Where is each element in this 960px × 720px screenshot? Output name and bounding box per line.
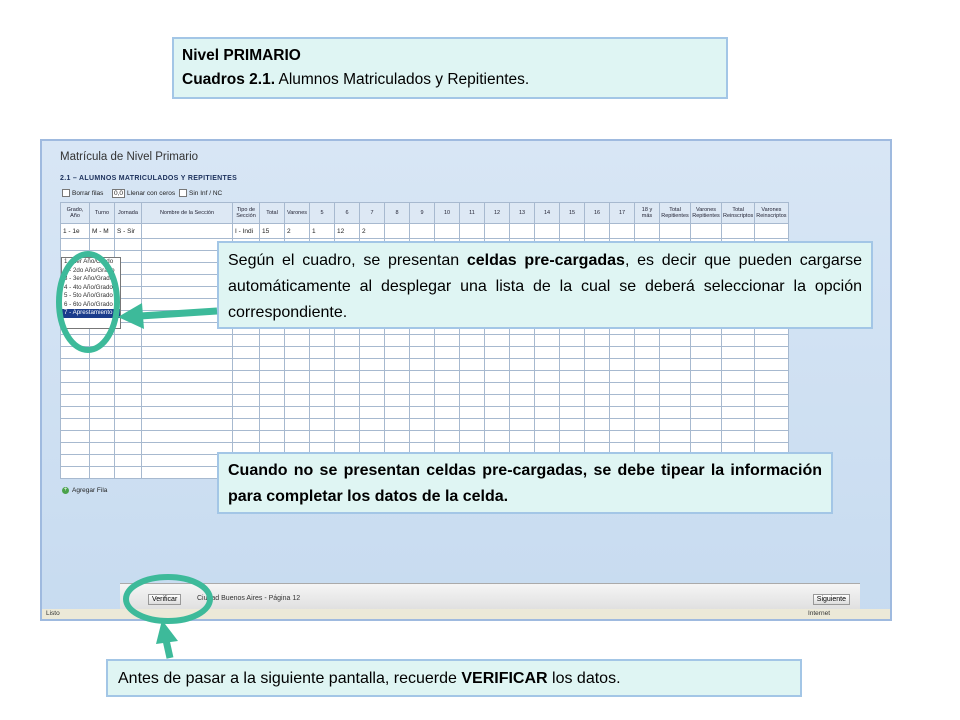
- table-cell[interactable]: I - Indi: [233, 224, 260, 239]
- next-button[interactable]: Siguiente: [813, 594, 850, 605]
- typing-note: Cuando no se presentan celdas pre-cargadas, se debe tipear la información para completar los datos de la celda.: [217, 452, 833, 514]
- plus-icon: +: [63, 487, 68, 493]
- status-text: Listo: [46, 610, 60, 617]
- table-cell[interactable]: S - Sir: [115, 224, 142, 239]
- column-header: 8: [385, 203, 410, 224]
- page-label: Ciudad Buenos Aires - Página 12: [197, 595, 301, 602]
- verify-highlight-circle: [126, 577, 210, 621]
- column-header: Varones: [285, 203, 310, 224]
- column-header: Tipo de Sección: [233, 203, 260, 224]
- column-header: 17: [610, 203, 635, 224]
- column-header: Nombre de la Sección: [142, 203, 233, 224]
- level-title: Nivel PRIMARIO: [182, 47, 301, 64]
- column-header: 6: [335, 203, 360, 224]
- add-row-button[interactable]: + Agregar Fila: [63, 487, 108, 494]
- column-header: 5: [310, 203, 335, 224]
- verify-arrow: [166, 640, 170, 658]
- dropdown-option[interactable]: 4 - 4to Año/Grado: [64, 283, 113, 291]
- dropdown-option[interactable]: 7 - Aprestamiento: [62, 309, 120, 318]
- column-header: 15: [560, 203, 585, 224]
- app-title: Matrícula de Nivel Primario: [60, 151, 199, 163]
- fill-zeros-button[interactable]: 0,0 Llenar con ceros: [114, 190, 176, 197]
- column-header: 10: [435, 203, 460, 224]
- column-header: Grado, Año: [61, 203, 90, 224]
- table-cell[interactable]: 12: [335, 224, 360, 239]
- column-header: Varones Reinscriptos: [755, 203, 788, 224]
- column-header: Turno: [90, 203, 115, 224]
- column-header: 12: [485, 203, 510, 224]
- column-header: Jornada: [115, 203, 142, 224]
- column-header: Varones Repitientes: [691, 203, 722, 224]
- table-cell[interactable]: 1 - 1e: [61, 224, 90, 239]
- no-info-button[interactable]: Sin Inf / NC: [179, 189, 222, 197]
- verify-button[interactable]: Verificar: [148, 594, 181, 605]
- table-cell[interactable]: 2: [360, 224, 385, 239]
- dropdown-option[interactable]: 5 - 5to Año/Grado: [64, 292, 113, 299]
- dropdown-arrow: [140, 311, 217, 316]
- column-header: Total: [260, 203, 285, 224]
- precharged-note: Según el cuadro, se presentan celdas pre-cargadas, es decir que pueden cargarse automáticamente al desplegar una lista de la cual se deberá seleccionar la opción correspondiente.: [217, 241, 873, 329]
- column-header: 18 y más: [635, 203, 660, 224]
- dropdown-option[interactable]: 6 - 6to Año/Grado: [64, 300, 113, 308]
- section-subtitle: Cuadros 2.1. Alumnos Matriculados y Repitientes.: [182, 71, 530, 88]
- dropdown-option[interactable]: 3 - 3er Año/Grado: [64, 275, 114, 282]
- zone-text: Internet: [807, 610, 830, 617]
- column-header: 7: [360, 203, 385, 224]
- zeros-icon: 0,0: [114, 190, 124, 197]
- column-header: 14: [535, 203, 560, 224]
- delete-rows-button[interactable]: Borrar filas: [62, 189, 103, 197]
- column-header: 9: [410, 203, 435, 224]
- column-header: 13: [510, 203, 535, 224]
- table-cell[interactable]: 2: [285, 224, 310, 239]
- section-title: 2.1 – ALUMNOS MATRICULADOS Y REPITIENTES: [60, 175, 238, 182]
- column-header: Total Reinscriptos: [722, 203, 755, 224]
- table-cell[interactable]: 15: [260, 224, 285, 239]
- verify-note: Antes de pasar a la siguiente pantalla, recuerde VERIFICAR los datos.: [106, 659, 802, 697]
- table-cell[interactable]: 1: [310, 224, 335, 239]
- table-cell[interactable]: M - M: [90, 224, 115, 239]
- dropdown-option[interactable]: 1 - 1er Año/Grado: [64, 258, 114, 265]
- dropdown-highlight-circle: [59, 254, 117, 350]
- dropdown-option[interactable]: 2 - 2do Año/Grado: [64, 266, 115, 274]
- dropdown-arrowhead: [118, 303, 144, 329]
- column-header: Total Repitientes: [660, 203, 691, 224]
- column-header: 11: [460, 203, 485, 224]
- column-header: 16: [585, 203, 610, 224]
